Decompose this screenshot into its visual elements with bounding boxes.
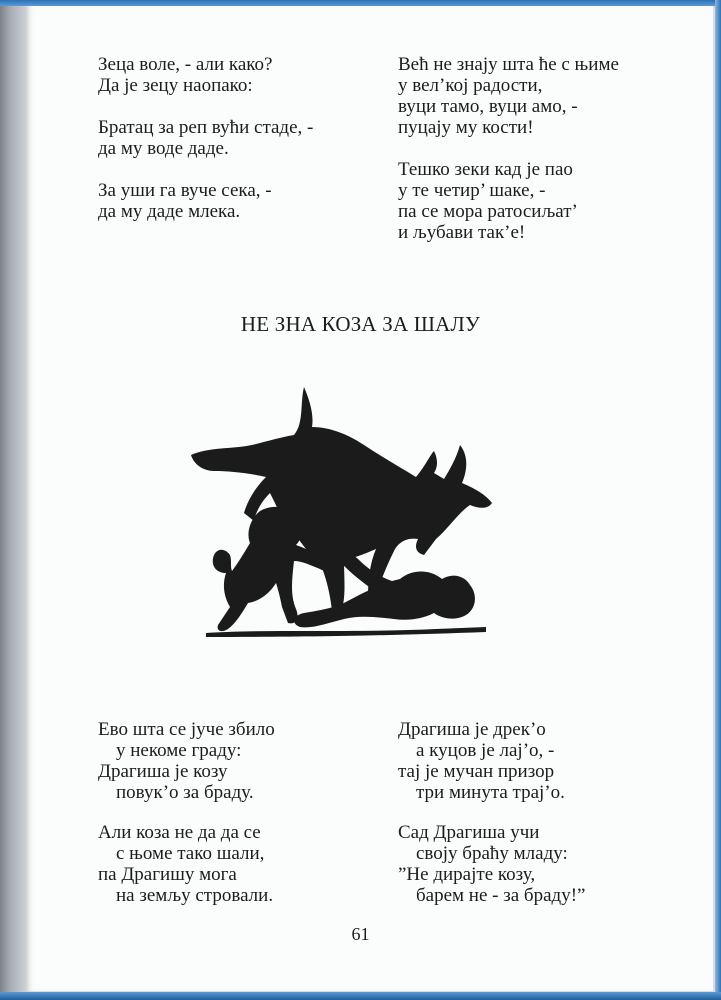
cover-edge-right (715, 0, 721, 1000)
verse-line: Братац за реп вући стаде, - (98, 117, 314, 138)
page-number: 61 (351, 924, 370, 944)
verse-line: Зеца воле, - али како? (98, 54, 273, 75)
cover-edge-bottom (0, 992, 721, 1000)
bottom-poem-left-stanza-1 (98, 719, 275, 803)
verse-line: па Драгишу мога (98, 864, 237, 885)
verse-line: три минута трај’о. (416, 782, 565, 803)
top-poem-left-stanza-3 (98, 180, 272, 222)
verse-line: тај је мучан призор (398, 761, 555, 782)
verse-line: да му даде млека. (98, 201, 241, 222)
verse-line: Да је зецу наопако: (98, 75, 253, 96)
verse-line: ”Не дирајте козу, (398, 864, 536, 885)
verse-line: повук’о за браду. (116, 782, 254, 803)
poem-title: НЕ ЗНА КОЗА ЗА ШАЛУ (240, 312, 481, 336)
goat-dog-boy-silhouette-icon (186, 383, 516, 648)
top-poem-right-stanza-1 (398, 54, 619, 138)
verse-line: своју браћу младу: (416, 843, 568, 864)
verse-line: Ево шта се јуче збило (98, 719, 275, 740)
bottom-poem-left-stanza-2 (98, 822, 273, 906)
verse-line: За уши га вуче сека, - (98, 180, 272, 201)
verse-line: у вел’кој радости, (398, 75, 543, 96)
verse-line: Драгиша је дрек’о (398, 719, 546, 740)
silhouette-group (191, 387, 492, 637)
bottom-poem-right-stanza-1 (398, 719, 565, 803)
verse-line: а куцов је лај’о, - (416, 740, 555, 761)
top-poem-left-stanza-1 (98, 54, 272, 96)
verse-line: с њоме тако шали, (116, 843, 265, 864)
verse-line: барем не - за браду!” (416, 885, 586, 906)
verse-line: на земљу стровали. (116, 885, 274, 906)
verse-line: и љубави так’е! (398, 222, 526, 243)
verse-line: у некоме граду: (116, 740, 242, 761)
verse-line: пуцају му кости! (398, 117, 534, 138)
top-poem-left-stanza-2 (98, 117, 313, 159)
verse-line: Драгиша је козу (98, 761, 228, 782)
verse-line: Тешко зеки кад је пао (398, 159, 573, 180)
bottom-poem-right-stanza-2 (398, 822, 585, 906)
verse-line: у те четир’ шаке, - (398, 180, 546, 201)
cover-edge-top (0, 0, 721, 6)
verse-line: Сад Драгиша учи (398, 822, 540, 843)
verse-line: да му воде даде. (98, 138, 229, 159)
verse-line: Али коза не да да се (98, 822, 261, 843)
verse-line: па се мора ратосиљат’ (398, 201, 578, 222)
verse-line: вуци тамо, вуци амо, - (398, 96, 578, 117)
top-poem-right-stanza-2 (398, 159, 578, 243)
verse-line: Већ не знају шта ће с њиме (398, 54, 619, 75)
